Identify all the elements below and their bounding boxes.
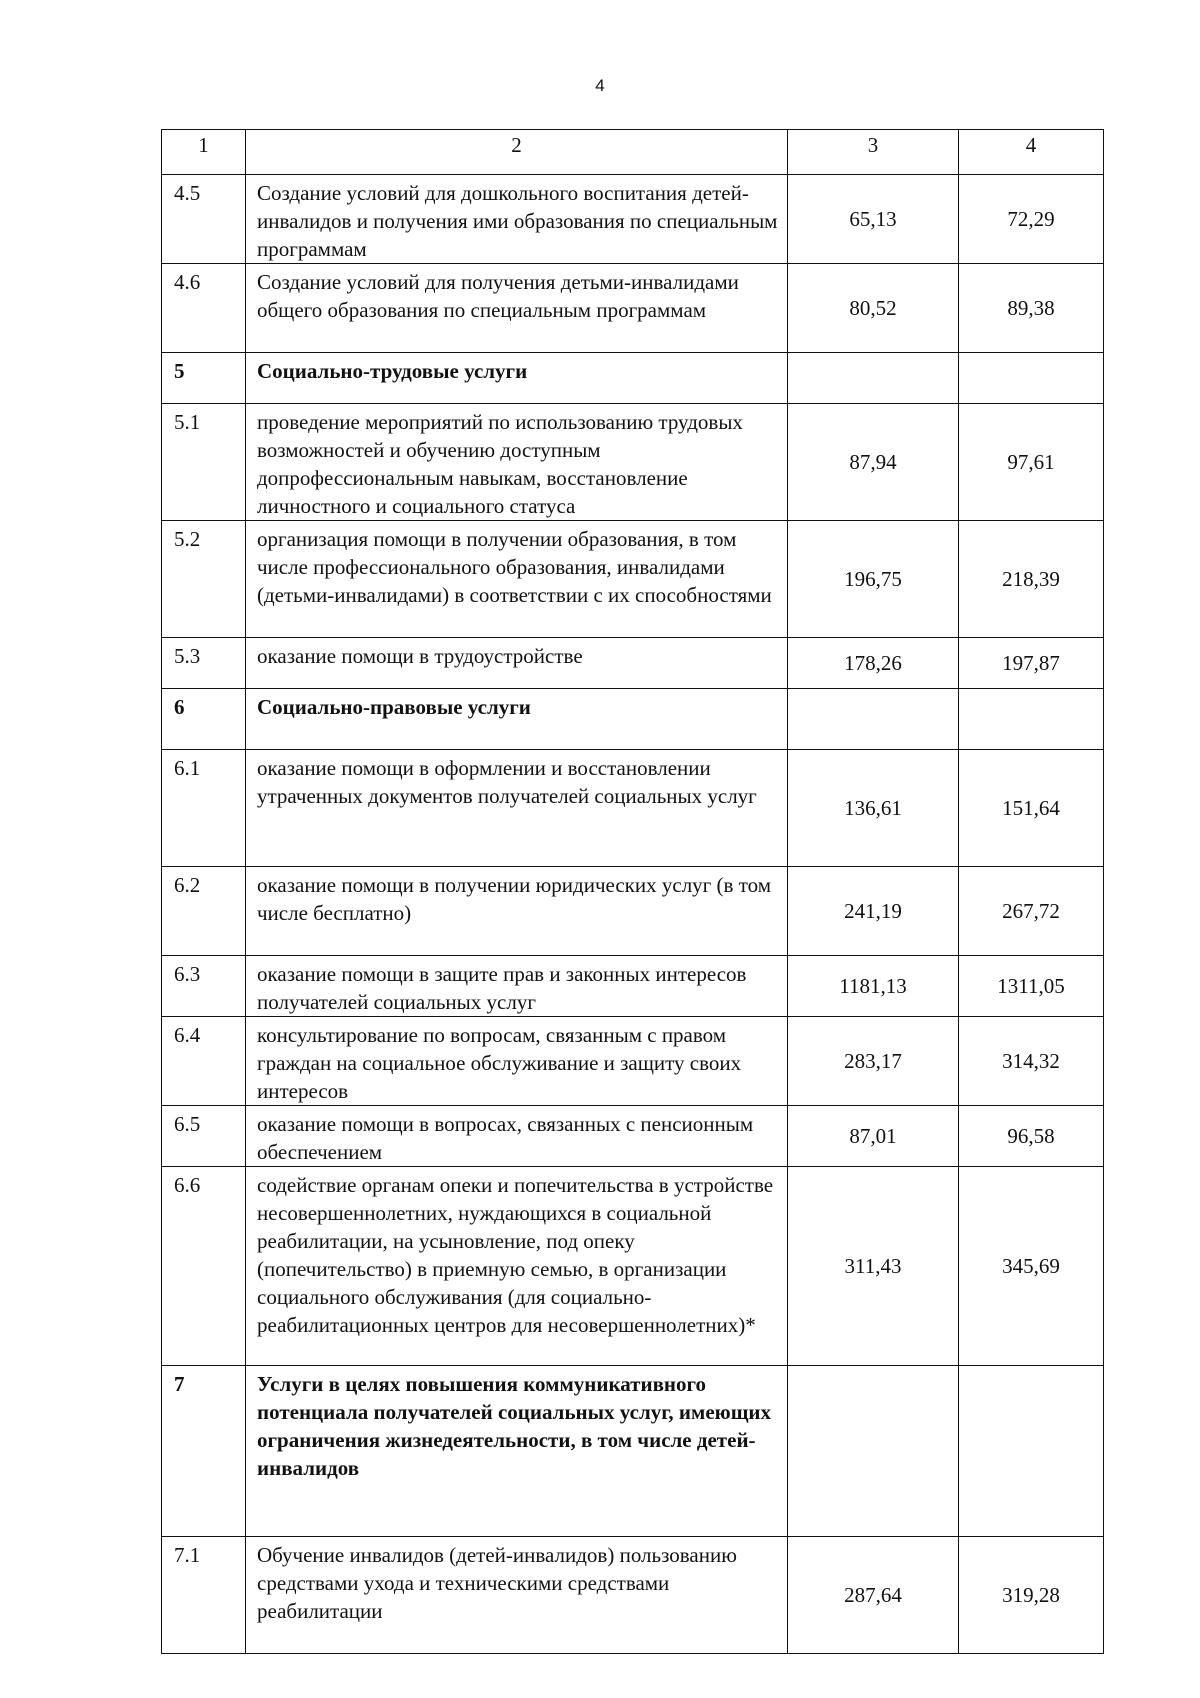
service-name: Обучение инвалидов (детей-инвалидов) пользованию средствами ухода и техническими средствами реабилитации	[246, 1537, 788, 1654]
value-col-4: 89,38	[959, 264, 1104, 353]
value-col-3: 136,61	[788, 750, 959, 867]
row-number: 7	[162, 1366, 246, 1537]
section-row	[162, 1366, 1104, 1537]
value-col-4: 345,69	[959, 1167, 1104, 1366]
row-number: 5.1	[162, 404, 246, 521]
service-name: Создание условий для получения детьми-инвалидами общего образования по специальным программам	[246, 264, 788, 353]
row-number: 6.2	[162, 867, 246, 956]
row-number: 6.6	[162, 1167, 246, 1366]
header-col-1: 1	[162, 130, 246, 175]
service-name: оказание помощи в вопросах, связанных с пенсионным обеспечением	[246, 1106, 788, 1167]
service-name: Услуги в целях повышения коммуникативного потенциала получателей социальных услуг, имеющих ограничения жизнедеятельности, в том числе детей-инвалидов	[246, 1366, 788, 1537]
header-col-2: 2	[246, 130, 788, 175]
value-col-3	[788, 353, 959, 404]
row-number: 5.2	[162, 521, 246, 638]
value-col-3: 311,43	[788, 1167, 959, 1366]
value-col-4: 197,87	[959, 638, 1104, 689]
row-number: 5.3	[162, 638, 246, 689]
table-row	[162, 404, 1104, 521]
value-col-4: 96,58	[959, 1106, 1104, 1167]
value-col-3: 178,26	[788, 638, 959, 689]
table-row	[162, 1167, 1104, 1366]
value-col-4: 72,29	[959, 175, 1104, 264]
value-col-4	[959, 689, 1104, 750]
value-col-3: 1181,13	[788, 956, 959, 1017]
value-col-4: 1311,05	[959, 956, 1104, 1017]
table-row	[162, 521, 1104, 638]
service-name: оказание помощи в оформлении и восстановлении утраченных документов получателей социальных услуг	[246, 750, 788, 867]
row-number: 6	[162, 689, 246, 750]
service-name: содействие органам опеки и попечительства в устройстве несовершеннолетних, нуждающихся в социальной реабилитации, на усыновление, под опеку (попечительство) в приемную семью, в организации социального обслуживания (для социально-реабилитационных центров для несовершеннолетних)*	[246, 1167, 788, 1366]
service-name: Социально-правовые услуги	[246, 689, 788, 750]
table-row	[162, 750, 1104, 867]
value-col-3: 87,01	[788, 1106, 959, 1167]
table-row	[162, 175, 1104, 264]
header-col-4: 4	[959, 130, 1104, 175]
value-col-4: 151,64	[959, 750, 1104, 867]
value-col-3: 287,64	[788, 1537, 959, 1654]
value-col-3: 283,17	[788, 1017, 959, 1106]
value-col-4: 314,32	[959, 1017, 1104, 1106]
row-number: 4.5	[162, 175, 246, 264]
table-row	[162, 638, 1104, 689]
table-row	[162, 264, 1104, 353]
table-row	[162, 1537, 1104, 1654]
row-number: 6.5	[162, 1106, 246, 1167]
value-col-3: 80,52	[788, 264, 959, 353]
table-header-row	[162, 130, 1104, 175]
row-number: 6.3	[162, 956, 246, 1017]
service-name: консультирование по вопросам, связанным с правом граждан на социальное обслуживание и защиту своих интересов	[246, 1017, 788, 1106]
service-name: Создание условий для дошкольного воспитания детей-инвалидов и получения ими образования по специальным программам	[246, 175, 788, 264]
row-number: 6.1	[162, 750, 246, 867]
service-name: организация помощи в получении образования, в том числе профессионального образования, инвалидами (детьми-инвалидами) в соответствии с их способностями	[246, 521, 788, 638]
service-name: Социально-трудовые услуги	[246, 353, 788, 404]
table-row	[162, 867, 1104, 956]
table-body	[162, 130, 1104, 1654]
value-col-4: 319,28	[959, 1537, 1104, 1654]
value-col-3	[788, 689, 959, 750]
services-table	[161, 129, 1104, 1654]
table-row	[162, 1017, 1104, 1106]
value-col-3	[788, 1366, 959, 1537]
service-name: оказание помощи в трудоустройстве	[246, 638, 788, 689]
value-col-4	[959, 353, 1104, 404]
section-row	[162, 689, 1104, 750]
value-col-4: 218,39	[959, 521, 1104, 638]
service-name: проведение мероприятий по использованию трудовых возможностей и обучению доступным допрофессиональным навыкам, восстановление личностного и социального статуса	[246, 404, 788, 521]
value-col-3: 87,94	[788, 404, 959, 521]
value-col-3: 196,75	[788, 521, 959, 638]
service-name: оказание помощи в защите прав и законных интересов получателей социальных услуг	[246, 956, 788, 1017]
table-row	[162, 956, 1104, 1017]
section-row	[162, 353, 1104, 404]
value-col-3: 65,13	[788, 175, 959, 264]
header-col-3: 3	[788, 130, 959, 175]
row-number: 5	[162, 353, 246, 404]
value-col-4: 267,72	[959, 867, 1104, 956]
table-row	[162, 1106, 1104, 1167]
row-number: 4.6	[162, 264, 246, 353]
value-col-3: 241,19	[788, 867, 959, 956]
page-number: 4	[595, 76, 605, 95]
service-name: оказание помощи в получении юридических услуг (в том числе бесплатно)	[246, 867, 788, 956]
row-number: 6.4	[162, 1017, 246, 1106]
value-col-4: 97,61	[959, 404, 1104, 521]
value-col-4	[959, 1366, 1104, 1537]
row-number: 7.1	[162, 1537, 246, 1654]
